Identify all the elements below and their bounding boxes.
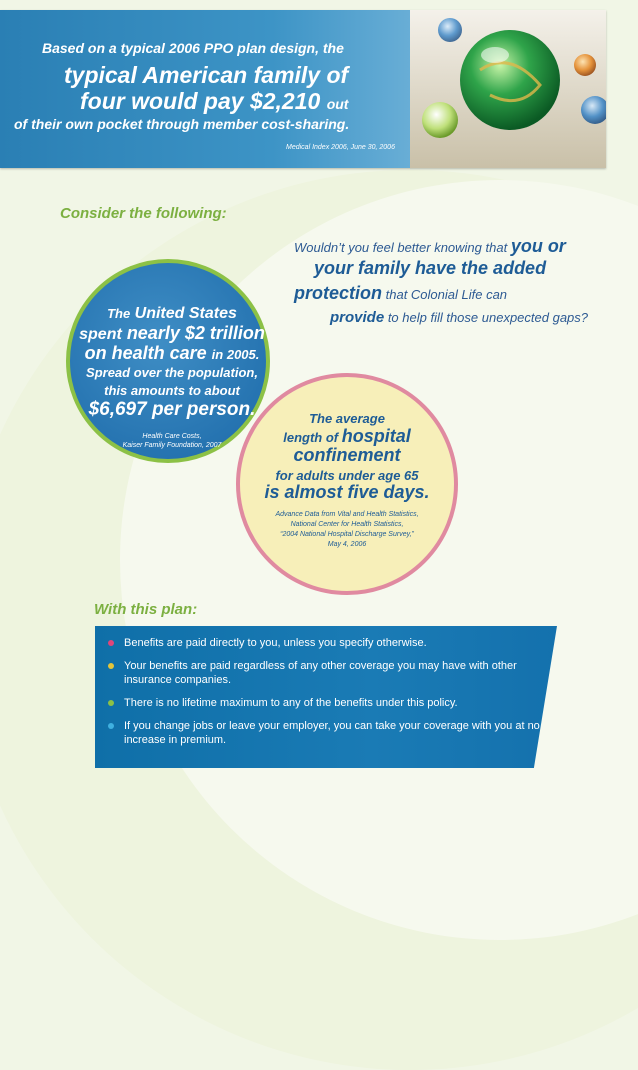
banner-source: Medical Index 2006, June 30, 2006: [286, 144, 395, 151]
us-text: The: [107, 306, 131, 321]
banner-line-1: Based on a typical 2006 PPO plan design, the: [42, 40, 344, 56]
us-text: nearly $2 trillion: [126, 323, 265, 343]
benefit-text: Your benefits are paid regardless of any other coverage you may have with other insurance companies.: [124, 660, 517, 686]
us-text: United States: [134, 305, 237, 322]
us-text: spent: [79, 326, 122, 343]
question-line-3: [294, 283, 507, 304]
us-text: in 2005.: [211, 347, 260, 362]
us-source-2: Kaiser Family Foundation, 2007: [122, 442, 222, 449]
hospital-line-5: is almost five days.: [264, 482, 430, 502]
banner-out: out: [326, 96, 349, 112]
banner-line-3: [80, 88, 348, 115]
us-line-5: this amounts to about: [104, 383, 240, 398]
us-line-4: Spread over the population,: [86, 365, 258, 380]
hospital-emphasis: hospital: [341, 426, 411, 446]
question-text: that Colonial Life can: [385, 287, 508, 302]
list-item: [106, 659, 546, 687]
us-line-1: [50, 305, 294, 323]
question-emphasis: provide: [330, 309, 385, 326]
bullet-icon: [108, 663, 114, 669]
us-per-person: $6,697 per person.: [88, 399, 256, 420]
bullet-icon: [108, 700, 114, 706]
question-line-2: your family have the added: [314, 258, 547, 278]
list-item: [106, 719, 546, 747]
question-emphasis: protection: [294, 283, 382, 303]
marbles-photo: [410, 10, 606, 168]
benefits-list: [106, 636, 546, 756]
hospital-line-4: for adults under age 65: [275, 468, 419, 483]
hospital-source-3: “2004 National Hospital Discharge Survey,”: [280, 531, 414, 538]
question-text: to help fill those unexpected gaps?: [387, 310, 589, 325]
question-text: Wouldn’t you feel better knowing that: [294, 240, 508, 255]
us-line-2: [50, 323, 294, 344]
list-item: [106, 636, 546, 650]
benefit-text: If you change jobs or leave your employer, you can take your coverage with you at no increase in premium.: [124, 720, 540, 746]
header-banner: [0, 10, 606, 168]
list-item: [106, 696, 546, 710]
us-line-3: [50, 343, 294, 364]
hospital-source-1: Advance Data from Vital and Health Statistics,: [275, 511, 419, 518]
banner-text: [0, 10, 420, 168]
benefit-text: Benefits are paid directly to you, unless you specify otherwise.: [124, 637, 427, 649]
plan-heading: With this plan:: [94, 601, 198, 618]
banner-amount: four would pay $2,210: [80, 88, 321, 114]
consider-heading: Consider the following:: [60, 205, 227, 222]
us-text: on health care: [84, 343, 207, 363]
hospital-line-1: The average: [309, 411, 385, 426]
us-source-1: Health Care Costs,: [142, 433, 202, 440]
banner-line-4: of their own pocket through member cost-sharing.: [14, 116, 350, 132]
bullet-icon: [108, 640, 114, 646]
hospital-line-2: [240, 426, 454, 447]
hospital-source-4: May 4, 2006: [327, 541, 367, 548]
hospital-line-3: confinement: [293, 445, 401, 465]
hospital-source-2: National Center for Health Statistics,: [290, 521, 404, 528]
bullet-icon: [108, 723, 114, 729]
question-emphasis: you or: [510, 236, 566, 256]
hospital-text: length of: [283, 430, 339, 445]
banner-line-2: typical American family of: [64, 62, 349, 88]
question-line-1: [294, 236, 566, 257]
question-line-4: [330, 309, 588, 326]
hospital-stay-circle: [236, 373, 458, 595]
benefit-text: There is no lifetime maximum to any of the benefits under this policy.: [124, 697, 458, 709]
